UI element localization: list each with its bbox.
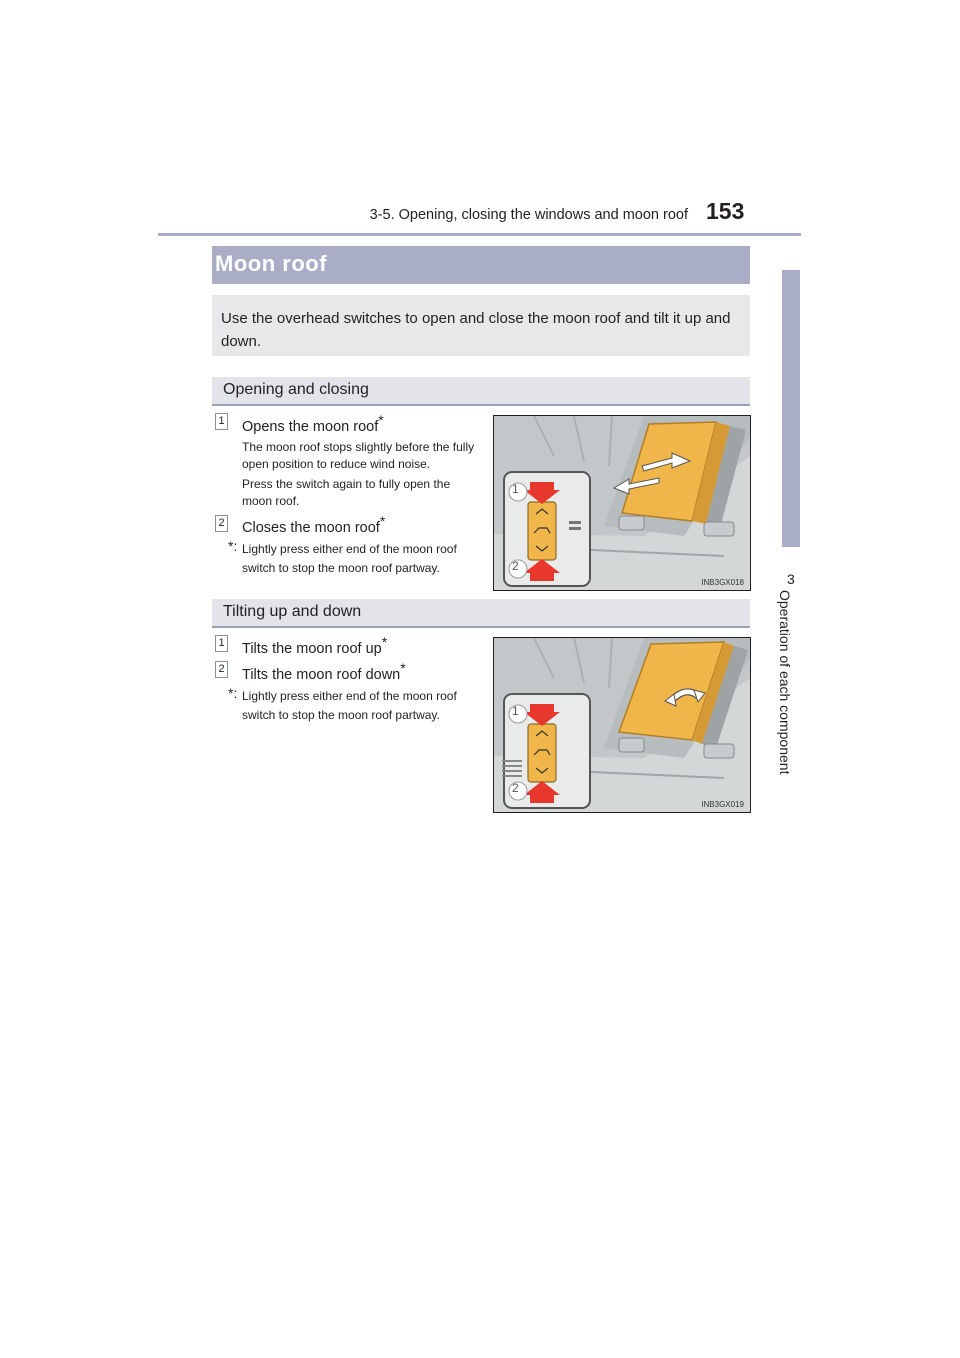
chapter-label-text: Operation of each component bbox=[777, 590, 793, 775]
footnote-mark: *: bbox=[228, 538, 238, 554]
item-number-badge: 2 bbox=[215, 661, 228, 678]
footnote-mark: *: bbox=[228, 685, 238, 701]
moon-roof-open-close-illustration-icon bbox=[494, 416, 750, 590]
chapter-tab bbox=[782, 270, 800, 547]
section-heading-text: Opening and closing bbox=[223, 381, 369, 398]
figure-open-close bbox=[493, 415, 751, 591]
intro-text: Use the overhead switches to open and close the moon roof and tilt it up and down. bbox=[221, 310, 731, 350]
section-heading-text: Tilting up and down bbox=[223, 603, 362, 620]
asterisk-mark: * bbox=[381, 634, 388, 650]
item-closes-moon-roof bbox=[242, 513, 385, 536]
item-number-badge: 1 bbox=[215, 635, 228, 652]
item-tilts-down bbox=[242, 660, 406, 683]
figure-tilt bbox=[493, 637, 751, 813]
figure-code: INB3GX018 bbox=[701, 578, 744, 587]
figure-code: INB3GX019 bbox=[701, 800, 744, 809]
item-label: Closes the moon roof bbox=[242, 519, 380, 536]
figure-callout-2: 2 bbox=[512, 559, 519, 573]
page-number: 153 bbox=[706, 198, 745, 224]
note-press-again: Press the switch again to fully open the moon roof. bbox=[242, 477, 451, 508]
note-wind-noise: The moon roof stops slightly before the fully open position to reduce wind noise. bbox=[242, 440, 475, 471]
section-heading-opening bbox=[212, 377, 750, 406]
page-title: Moon roof bbox=[215, 251, 328, 276]
footnote-text: Lightly press either end of the moon roof switch to stop the moon roof partway. bbox=[242, 689, 457, 722]
item-label: Tilts the moon roof down bbox=[242, 666, 401, 683]
running-header: 3-5. Opening, closing the windows and moon roof bbox=[369, 207, 688, 223]
intro-box bbox=[212, 295, 750, 356]
footnote-text: Lightly press either end of the moon roof switch to stop the moon roof partway. bbox=[242, 542, 457, 575]
header-divider bbox=[158, 233, 801, 236]
item-number-badge: 2 bbox=[215, 515, 228, 532]
figure-callout-1: 1 bbox=[512, 482, 519, 496]
asterisk-mark: * bbox=[400, 660, 406, 676]
section-heading-tilting bbox=[212, 599, 750, 628]
figure-callout-1: 1 bbox=[512, 704, 519, 718]
item-label: Tilts the moon roof up bbox=[242, 640, 382, 657]
moon-roof-tilt-illustration-icon bbox=[494, 638, 750, 812]
item-tilts-up bbox=[242, 634, 387, 657]
asterisk-mark: * bbox=[379, 513, 386, 529]
item-label: Opens the moon roof bbox=[242, 418, 379, 435]
chapter-label bbox=[777, 590, 802, 775]
page-title-bar bbox=[212, 246, 750, 284]
figure-callout-2: 2 bbox=[512, 781, 519, 795]
chapter-number: 3 bbox=[787, 571, 795, 587]
asterisk-mark: * bbox=[378, 412, 384, 428]
item-opens-moon-roof bbox=[242, 412, 384, 435]
item-number-badge: 1 bbox=[215, 413, 228, 430]
